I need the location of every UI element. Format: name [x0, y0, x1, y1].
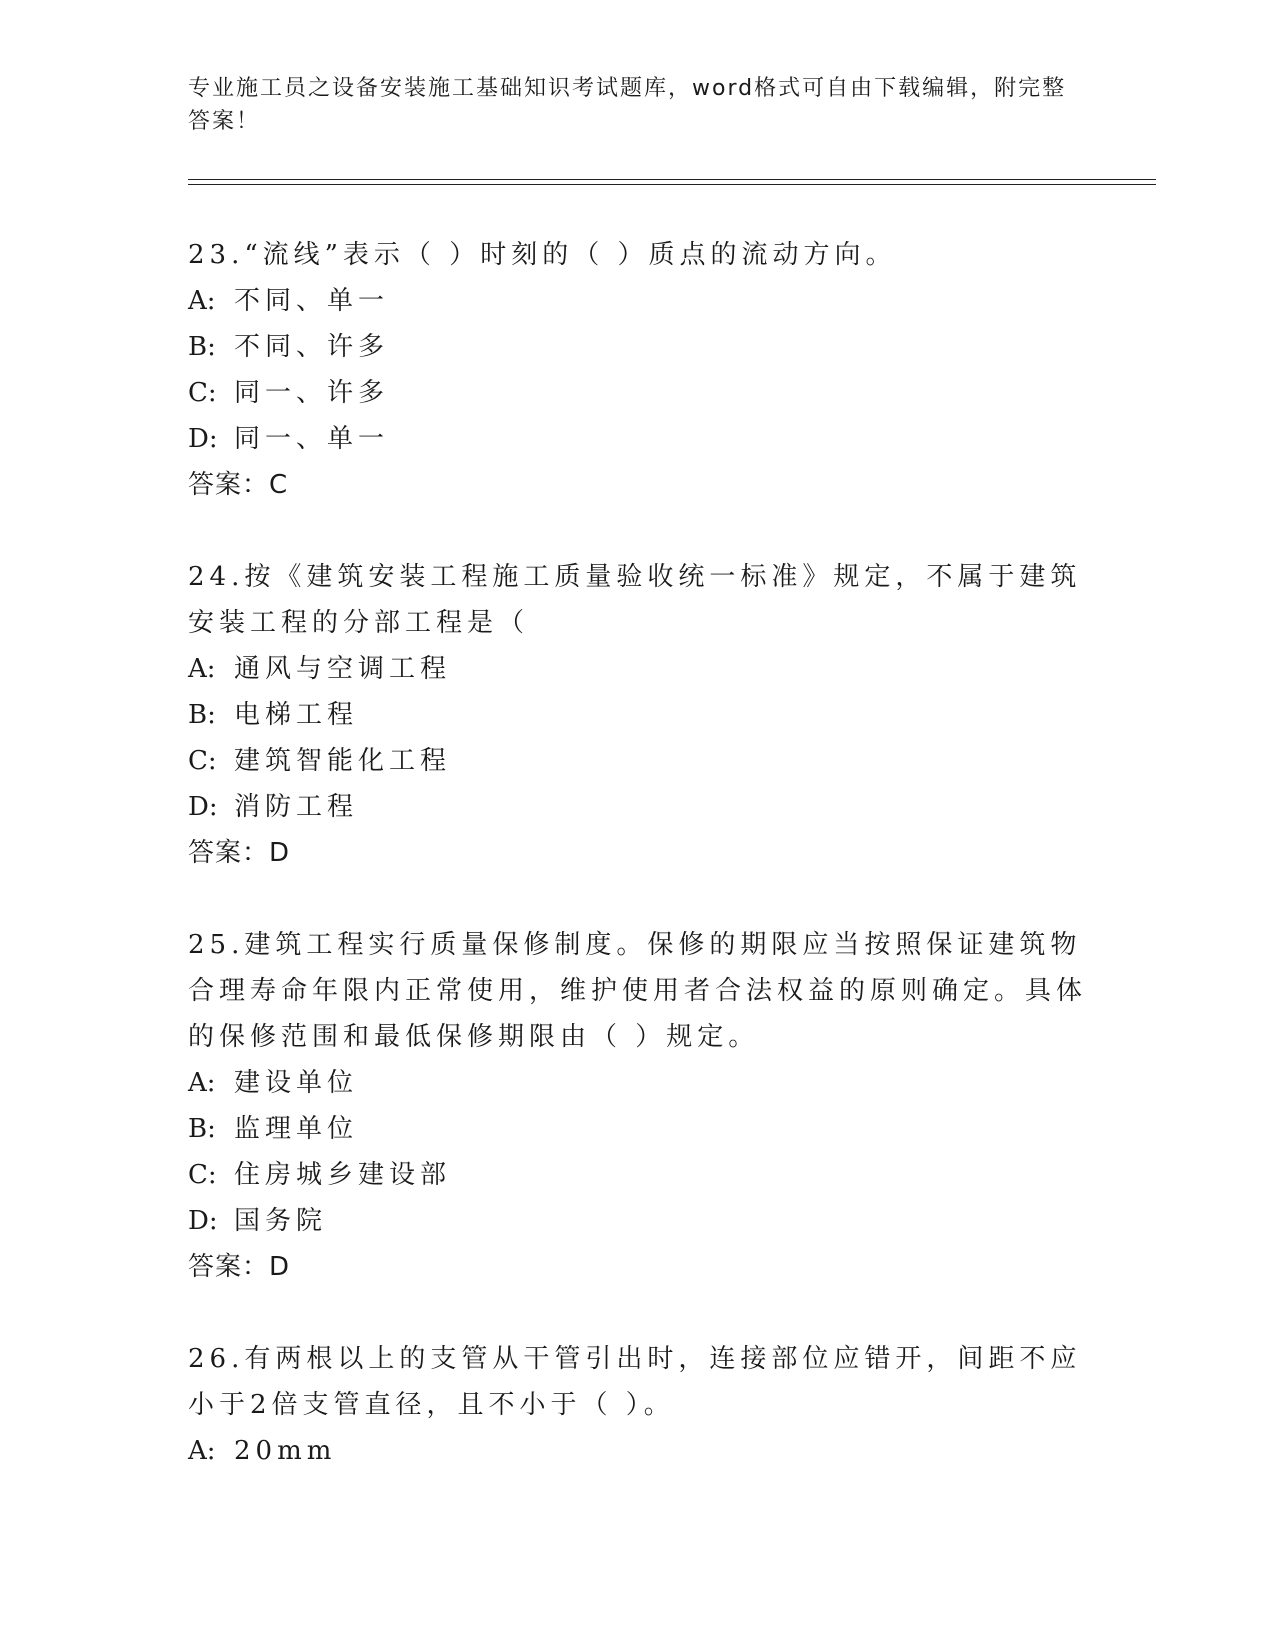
option-letter: B: [188, 332, 216, 362]
question-stem: 25.建筑工程实行质量保修制度。保修的期限应当按照保证建筑物合理寿命年限内正常使用，维护使用者合法权益的原则确定。具体的保修范围和最低保修期限由（ ）规定。 [188, 930, 1088, 1052]
question-26 [188, 1336, 1088, 1474]
option-letter: A: [188, 1068, 216, 1098]
question-24 [188, 554, 1088, 876]
option-letter: B: [188, 700, 216, 730]
option-letter: C: [188, 746, 217, 776]
option-d [188, 784, 1088, 830]
question-list [188, 232, 1088, 1474]
option-b [188, 324, 1088, 370]
option-a [188, 1428, 1088, 1474]
option-a [188, 278, 1088, 324]
option-text: 通风与空调工程 [234, 654, 452, 684]
question-stem: 24.按《建筑安装工程施工质量验收统一标准》规定，不属于建筑安装工程的分部工程是（ [188, 562, 1082, 638]
question-25 [188, 922, 1088, 1290]
option-text: 同一、单一 [234, 424, 390, 454]
question-spacer [188, 876, 1088, 922]
option-letter: B: [188, 1114, 216, 1144]
option-letter: C: [188, 378, 217, 408]
option-b [188, 1106, 1088, 1152]
option-d [188, 1198, 1088, 1244]
option-text: 不同、许多 [234, 332, 390, 362]
option-a [188, 1060, 1088, 1106]
option-text: 消防工程 [234, 792, 359, 822]
option-d [188, 416, 1088, 462]
option-a [188, 646, 1088, 692]
option-text: 同一、许多 [234, 378, 390, 408]
option-text: 建设单位 [234, 1068, 359, 1098]
header-rule-top [188, 179, 1156, 180]
option-letter: D: [188, 792, 218, 822]
document-header: 专业施工员之设备安装施工基础知识考试题库，word格式可自由下载编辑，附完整答案！ [188, 76, 1067, 134]
question-stem: 23.“流线”表示（ ）时刻的（ ）质点的流动方向。 [188, 240, 897, 270]
option-text: 电梯工程 [234, 700, 359, 730]
option-text: 建筑智能化工程 [234, 746, 452, 776]
option-text: 不同、单一 [234, 286, 390, 316]
option-text: 住房城乡建设部 [234, 1160, 452, 1190]
option-text: 20mm [234, 1436, 337, 1466]
answer: 答案：D [188, 1252, 291, 1282]
option-text: 国务院 [234, 1206, 328, 1236]
option-c [188, 370, 1088, 416]
option-letter: D: [188, 1206, 218, 1236]
option-letter: D: [188, 424, 218, 454]
question-23 [188, 232, 1088, 508]
option-letter: A: [188, 286, 216, 316]
question-spacer [188, 1290, 1088, 1336]
answer: 答案：D [188, 838, 291, 868]
question-spacer [188, 508, 1088, 554]
question-stem: 26.有两根以上的支管从干管引出时，连接部位应错开，间距不应小于2倍支管直径，且不小于（ ）。 [188, 1344, 1082, 1420]
option-letter: A: [188, 654, 216, 684]
header-rule-bottom [188, 184, 1156, 185]
option-letter: C: [188, 1160, 217, 1190]
answer: 答案：C [188, 470, 289, 500]
option-c [188, 738, 1088, 784]
option-text: 监理单位 [234, 1114, 359, 1144]
option-b [188, 692, 1088, 738]
option-c [188, 1152, 1088, 1198]
option-letter: A: [188, 1436, 216, 1466]
